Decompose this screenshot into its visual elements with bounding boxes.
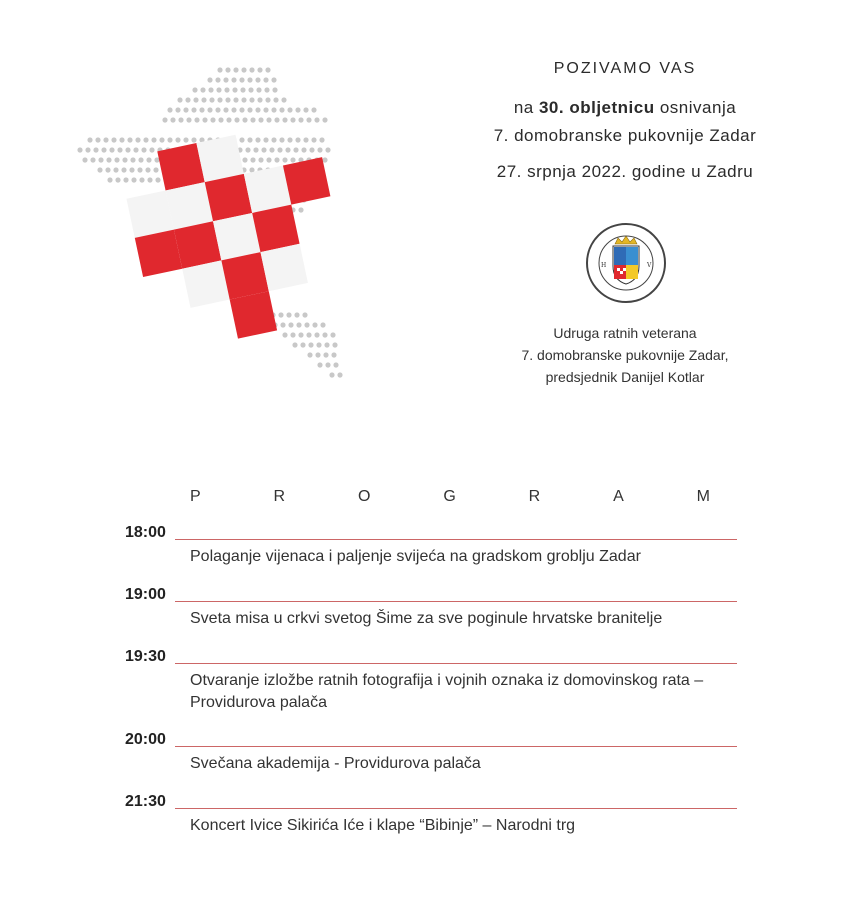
invitation-heading: POZIVAMO VAS bbox=[553, 60, 697, 77]
program-time: 20:00 bbox=[125, 731, 166, 748]
program-letter: O bbox=[357, 488, 371, 505]
invitation-line-1 bbox=[440, 94, 810, 122]
invitation-block bbox=[440, 60, 810, 182]
program-letter: P bbox=[190, 488, 201, 505]
divider-line bbox=[175, 746, 737, 747]
emblem-letter-h: H bbox=[601, 262, 607, 269]
program-description: Otvaranje izložbe ratnih fotografija i vojnih oznaka iz domovinskog rata – Providurova palača bbox=[190, 672, 704, 711]
association-line-3: predsjednik Danijel Kotlar bbox=[545, 369, 705, 385]
divider-line bbox=[175, 663, 737, 664]
program-letter: A bbox=[613, 488, 624, 505]
association-line-1: Udruga ratnih veterana bbox=[553, 325, 697, 341]
program-letter: G bbox=[443, 488, 456, 505]
program-time: 19:00 bbox=[125, 586, 166, 603]
invitation-line-1-suffix: osnivanja bbox=[659, 98, 737, 117]
program-letter: R bbox=[528, 488, 541, 505]
checkerboard bbox=[118, 118, 355, 355]
event-date: 27. srpnja 2022. godine u Zadru bbox=[496, 162, 754, 181]
anniversary-highlight: 30. obljetnicu bbox=[538, 98, 655, 117]
invitation-line-1-prefix: na bbox=[513, 98, 534, 117]
program-time: 19:30 bbox=[125, 648, 166, 665]
program-title bbox=[190, 488, 710, 506]
program-time: 18:00 bbox=[125, 524, 166, 541]
croatia-map-checkerboard-graphic bbox=[70, 60, 370, 390]
program-description: Svečana akademija - Providurova palača bbox=[190, 755, 481, 772]
regiment-emblem-logo bbox=[585, 222, 667, 304]
program-description: Koncert Ivice Sikirića Iće i klape “Bibinje” – Narodni trg bbox=[190, 817, 576, 834]
program-letter: R bbox=[273, 488, 286, 505]
program-description: Polaganje vijenaca i paljenje svijeća na gradskom groblju Zadar bbox=[190, 548, 641, 565]
divider-line bbox=[175, 539, 737, 540]
program-letter: M bbox=[696, 488, 710, 505]
program-description: Sveta misa u crkvi svetog Šime za sve poginule hrvatske branitelje bbox=[190, 610, 663, 627]
divider-line bbox=[175, 601, 737, 602]
program-time: 21:30 bbox=[125, 793, 166, 810]
divider-line bbox=[175, 808, 737, 809]
association-signature bbox=[470, 322, 780, 388]
invitation-line-2: 7. domobranske pukovnije Zadar bbox=[493, 126, 757, 145]
emblem-letter-v: V bbox=[647, 262, 652, 269]
association-line-2: 7. domobranske pukovnije Zadar, bbox=[521, 347, 729, 363]
